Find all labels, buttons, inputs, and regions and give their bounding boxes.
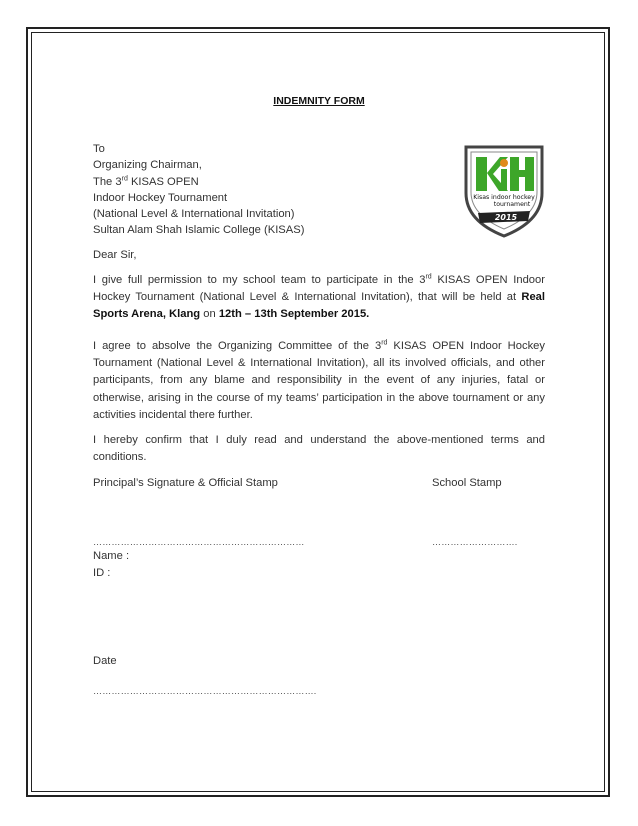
address-recipient: Organizing Chairman, [93,159,202,172]
principal-signature-label: Principal’s Signature & Official Stamp [93,477,278,489]
school-stamp-line: ………………………. [432,537,518,547]
logo-line1: Kisas indoor hockey [473,194,535,201]
event-dates: 12th – 13th September 2015. [218,308,370,321]
date-label: Date [93,655,117,667]
absolve-paragraph: I agree to absolve the Organizing Committee of the 3rd KISAS OPEN Indoor Hockey Tournament (National Level & International Invitation), all its involved officials, and other participants, from any blame and responsibility in the event of any injuries, fatal or otherwise, arising in the course of my teams’ participation in the above tournament or any activities incidental there further. [93,339,545,421]
name-label: Name : [93,550,130,562]
school-stamp-label: School Stamp [432,477,502,489]
principal-signature-line: …………………………………………………………… [93,537,305,547]
address-event-line2: Indoor Hockey Tournament [93,191,228,204]
address-event: The 3rd KISAS OPEN [93,174,199,188]
date-line: ………………………………………………………………. [93,686,317,696]
kih-logo [462,143,546,239]
confirm-paragraph: I hereby confirm that I duly read and understand the above-mentioned terms and conditions. [93,434,545,464]
address-block [93,141,304,239]
address-to: To [93,143,105,155]
address-college: Sultan Alam Shah Islamic College (KISAS) [93,224,305,237]
logo-line2: tournament [493,201,531,208]
venue: Real Sports Arena, Klang [93,291,545,321]
address-event-line3: (National Level & International Invitation) [93,208,295,221]
id-label: ID : [93,567,111,579]
logo-year: 2015 [494,213,518,222]
salutation: Dear Sir, [93,249,137,261]
permission-paragraph: I give full permission to my school team to participate in the 3rd KISAS OPEN Indoor Hockey Tournament (National Level & International Invitation), that will be held at Real Sports Arena, Klang on 12th – 13th September 2015. [93,273,545,321]
form-title: INDEMNITY FORM [273,95,365,107]
